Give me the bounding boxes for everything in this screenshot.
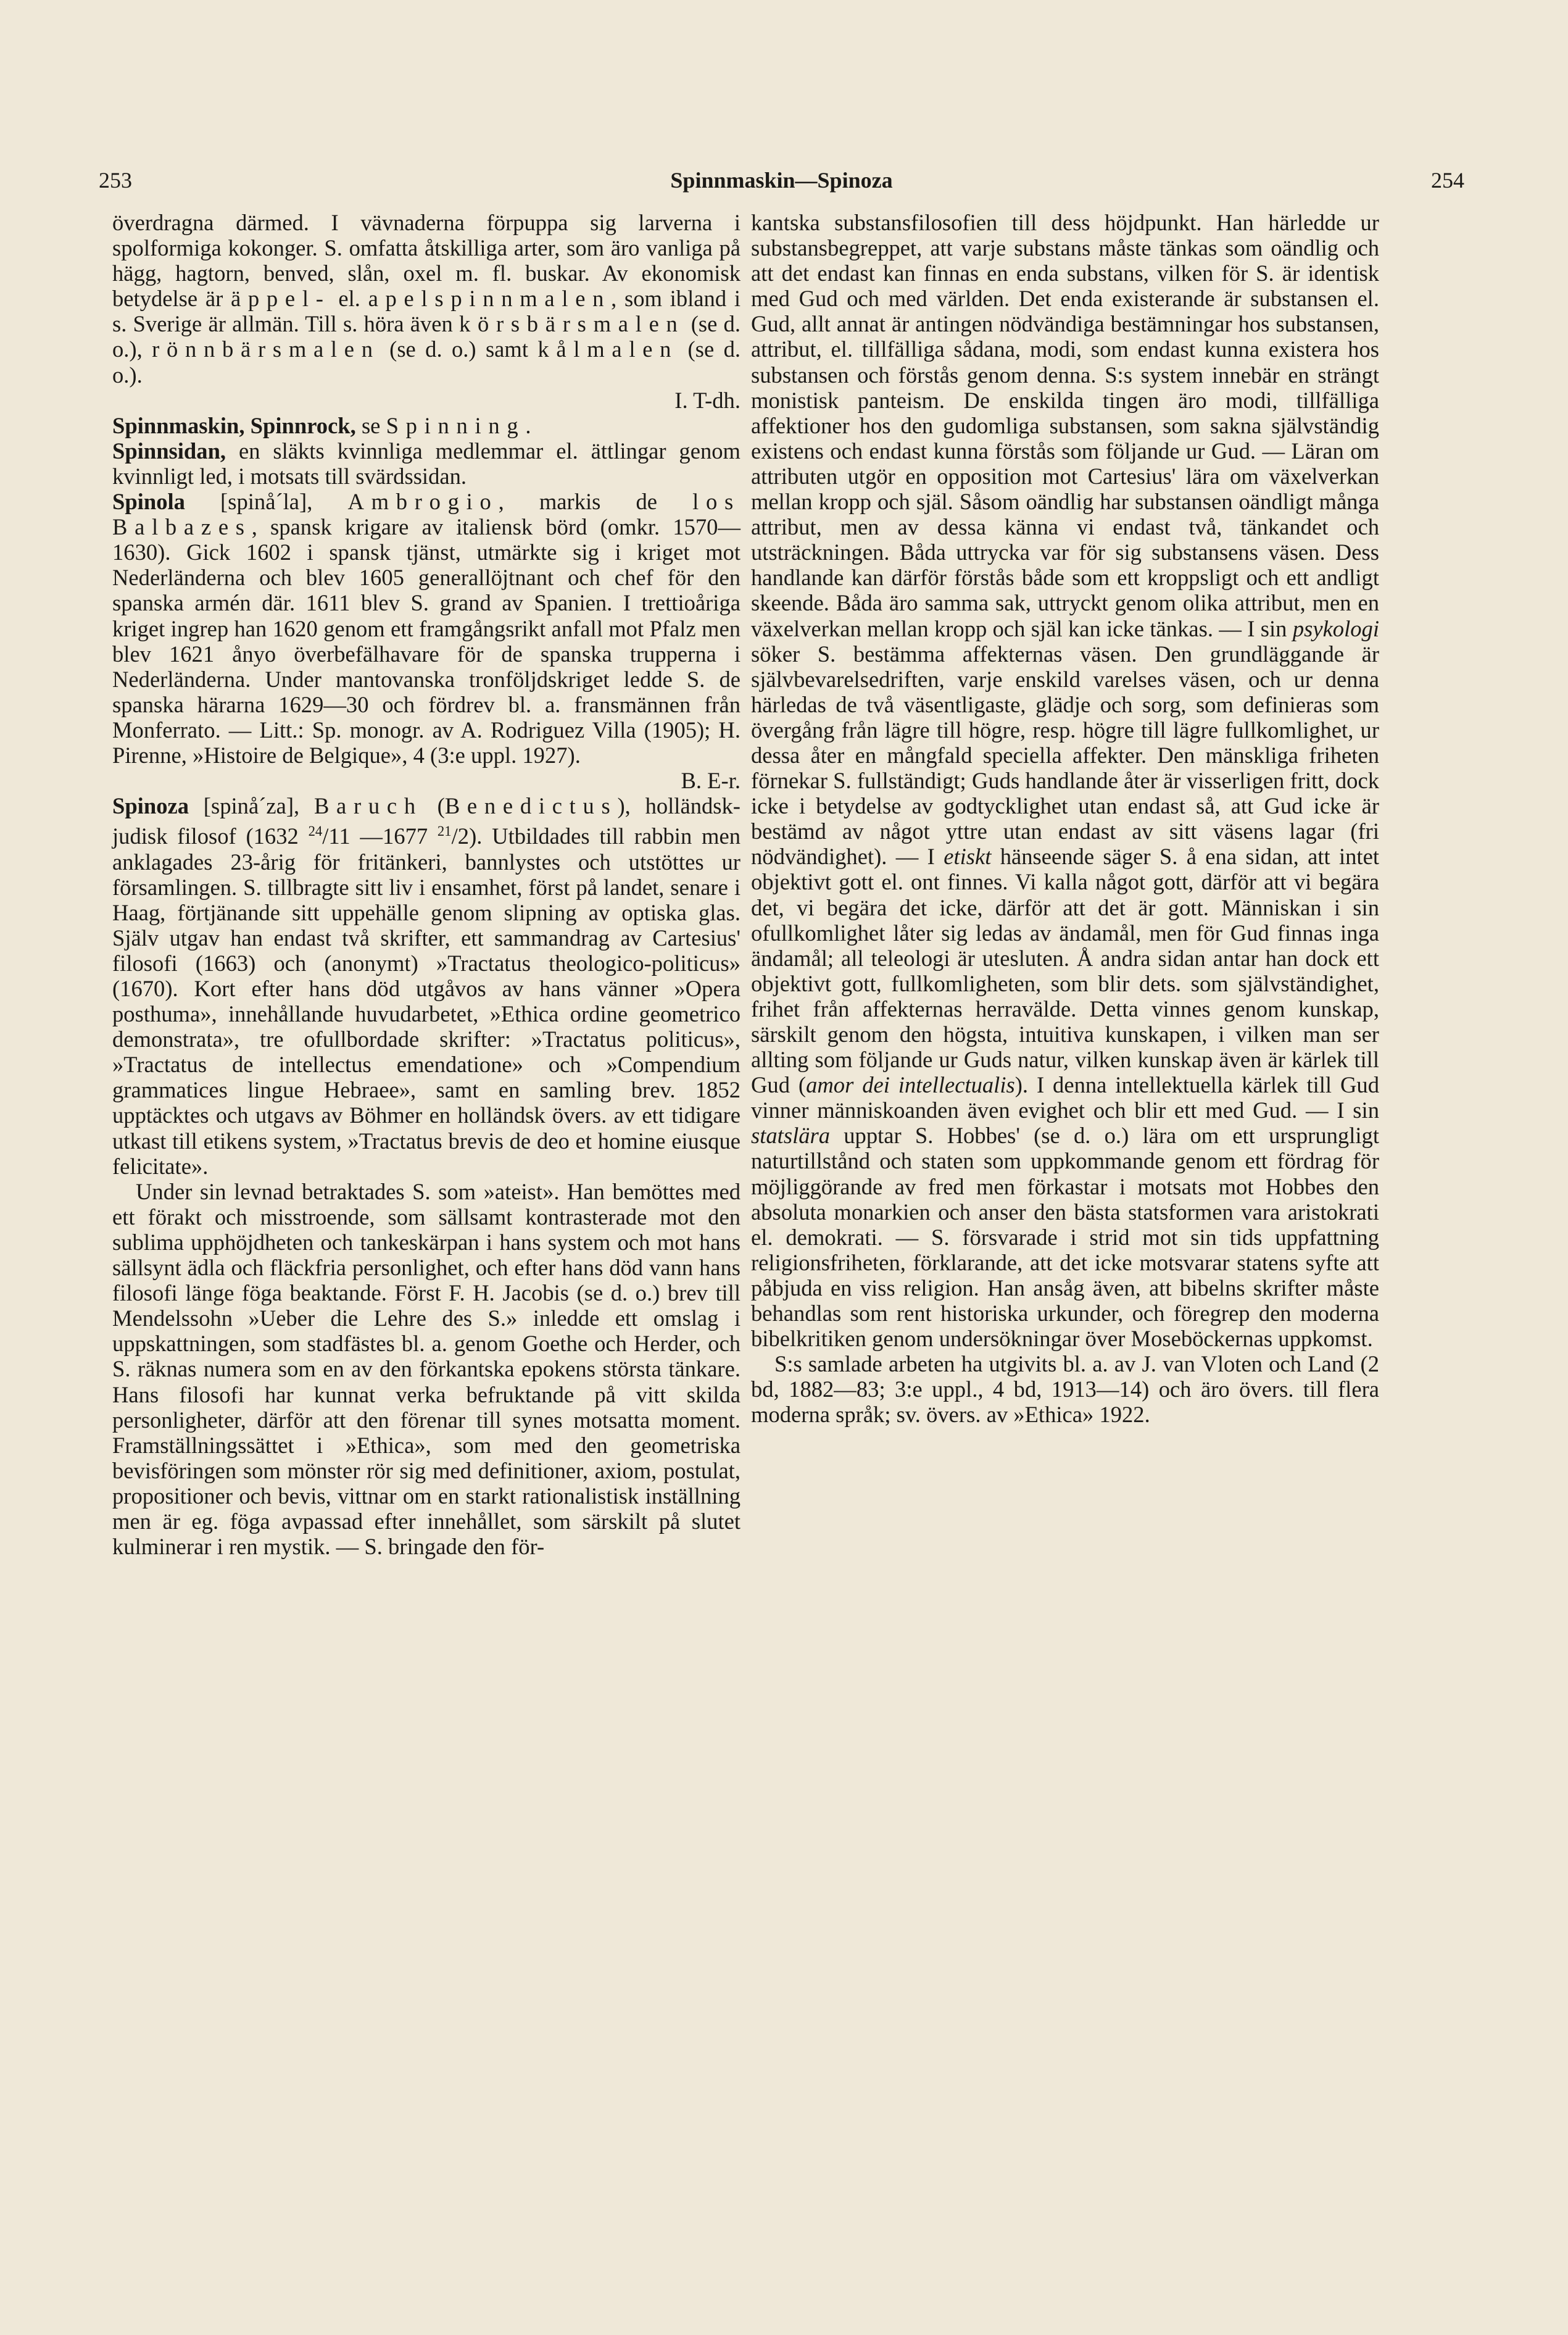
author-signature: I. T-dh. bbox=[674, 387, 740, 413]
running-header bbox=[99, 162, 1464, 199]
entry-spinnmal-continued: överdragna därmed. I vävnaderna förpuppa sig larverna i spolformiga kokonger. S. omfatta åtskilliga arter, som äro vanliga på hägg, hagtorn, benved, slån, oxel m. fl. buskar. Av ekonomisk betydelse är äppel- el. apelspinnmalen, som ibland i s. Sverige är allmän. Till s. höra även körsbärsmalen (se d. o.), rönnbärsmalen (se d. o.) samt kålmalen (se d. o.). I. T-dh. bbox=[112, 210, 740, 413]
entry-spinnsidan: Spinnsidan, en släkts kvinnliga medlemmar el. ättlingar genom kvinnligt led, i motsats till svärdssidan. bbox=[112, 438, 740, 489]
running-title: Spinnmaskin—Spinoza bbox=[670, 168, 893, 193]
left-column bbox=[112, 210, 740, 1559]
entry-headword: Spinoza bbox=[112, 793, 189, 819]
entry-headword: Spinnsidan, bbox=[112, 438, 226, 464]
author-signature: B. E-r. bbox=[681, 768, 740, 794]
entry-spinnmaskin: Spinnmaskin, Spinnrock, se Spinning. bbox=[112, 412, 531, 438]
page-number-left: 253 bbox=[99, 168, 132, 193]
entry-spinoza: Spinoza [spinå´za], Baruch (Benedictus), holländsk-judisk filosof (1632 $^{24}$/11 —1677 $^{21}$/2). Utbildades till rabbin men anklagades 23-årig för fritänkeri, bannlystes och utstöttes ur församlingen. S. tillbragte sitt liv i ensamhet, först på landet, senare i Haag, förtjänande sitt uppehälle genom slipning av optiska glas. Själv utgav han endast två skrifter, ett sammandrag av Cartesius' filosofi (1663) och (anonymt) »Tractatus theologico-politicus» (1670). Kort efter hans död utgåvos av hans vänner »Opera posthuma», innehållande huvudarbetet, »Ethica ordine geometrico demonstrata», tre ofullbordade skrifter: »Tractatus politicus», »Tractatus de intellectus emendatione» och »Compendium grammatices lingue Hebraee», samt en samling brev. 1852 upptäcktes och utgavs av Böhmer en holländsk övers. av ett tidigare utkast till etikens system, »Tractatus brevis de deo et homine eiusque felicitate». bbox=[112, 793, 740, 1179]
page-number-right: 254 bbox=[1431, 168, 1464, 193]
entry-spinola: Spinola [spinå´la], Ambrogio, markis de los Balbazes, spansk krigare av italiensk börd (omkr. 1570—1630). Gick 1602 i spansk tjänst, utmärkte sig i kriget mot Nederländerna och blev 1605 generallöjtnant och chef för den spanska armén där. 1611 blev S. grand av Spanien. I trettioåriga kriget ingrep han 1620 genom ett framgångsrikt anfall mot Pfalz men blev 1621 ånyo överbefälhavare för de spanska trupperna i Nederländerna. Under mantovanska tronföljdskriget ledde S. de spanska härarna 1629—30 och fördrev bl. a. fransmännen från Monferrato. — Litt.: Sp. monogr. av A. Rodriguez Villa (1905); H. Pirenne, »Histoire de Belgique», 4 (3:e uppl. 1927). B. E-r. bbox=[112, 489, 740, 794]
entry-headword: Spinnmaskin, Spinnrock, bbox=[112, 412, 356, 438]
entry-headword: Spinola bbox=[112, 489, 185, 515]
spinoza-philosophy-paragraph: kantska substansfilosofien till dess höjdpunkt. Han härledde ur substansbegreppet, att varje substans måste tänkas som oändlig och att det endast kan finnas en enda substans, vilken för S. är identisk med Gud och med världen. Det enda existerande är substansen el. Gud, allt annat är antingen nödvändiga bestämningar hos substansen, attribut, el. tillfälliga sådana, modi, som endast kunna existera hos substansen och förstås genom denna. S:s system innebär en strängt monistisk panteism. De enskilda tingen äro modi, tillfälliga affektioner hos den gudomliga substansen, som sakna självständig existens och endast kunna förstås som följande ur Gud. — Läran om attributen utgör en opposition mot Cartesius' lära om växelverkan mellan kropp och själ. Såsom oändlig har substansen oändligt många attribut, men av dessa känna vi endast två, tänkandet och utsträckningen. Båda uttrycka var för sig substansens väsen. Dess handlande kan därför förstås både som ett kroppsligt och ett andligt skeende. Båda äro samma sak, uttryckt genom olika attribut, men en växelverkan mellan kropp och själ kan icke tänkas. — I sin psykologi söker S. bestämma affekternas väsen. Den grundläggande är självbevarelsedriften, varje enskild varelses väsen, och ur denna härledas de två väsentligaste, glädje och sorg, som definieras som övergång från lägre till högre, resp. högre till lägre fullkomlighet, ur dessa åter en mångfald speciella affekter. Den mänskliga friheten förnekar S. fullständigt; Guds handlande åter är visserligen fritt, dock icke i betydelse av godtycklighet utan endast så, att Gud icke är bestämd av något yttre utan endast av sitt väsens lagar (fri nödvändighet). — I etiskt hänseende säger S. å ena sidan, att intet objektivt gott el. ont finnes. Vi kalla något gott, därför att vi begära det, vi begära det icke, därför att det är gott. Människan i sin ofullkomlighet låter sig ledas av ändamål, men för Gud finnas inga ändamål; all teleologi är utesluten. Å andra sidan antar han dock ett objektivt gott, fullkomligheten, som blir dets. som självständighet, frihet från affekternas herravälde. Detta vinnes genom kunskap, särskilt genom den högsta, intuitiva kunskapen, i vilken man ser allting som följande ur Guds natur, vilken kunskap även är kärlek till Gud (amor dei intellectualis). I denna intellektuella kärlek till Gud vinner människoanden även evighet och blir ett med Gud. — I sin statslära upptar S. Hobbes' (se d. o.) lära om ett ursprungligt naturtillstånd och staten som uppkommande genom ett fördrag för möjliggörande av fred men förkastar i motsats mot Hobbes den absoluta monarkien och anser den bästa statsformen vara aristokrati el. demokrati. — S. försvarade i strid mot sin tids uppfattning religionsfriheten, förklarande, att det icke motsvarar statens syfte att påbjuda en viss religion. Han ansåg även, att bibelns skrifter måste behandlas som rent historiska urkunder, och föregrep den moderna bibelkritiken genom undersökningar över Moseböckernas uppkomst. bbox=[751, 210, 1379, 1352]
spinoza-reception-paragraph: Under sin levnad betraktades S. som »ateist». Han bemöttes med ett förakt och misstroende, som sällsamt kontrasterade mot den sublima upphöjdheten och tankeskärpan i hans system och mot hans sällsynt ädla och fläckfria personlighet, och efter hans död vann hans filosofi länge föga beaktande. Först F. H. Jacobis (se d. o.) brev till Mendelssohn »Ueber die Lehre des S.» inledde ett omslag i uppskattningen, som stadfästes bl. a. genom Goethe och Herder, och S. räknas numera som en av den förkantska epokens största tänkare. Hans filosofi har kunnat verka befruktande på vitt skilda personligheter, därför att den förenar till synes motsatta moment. Framställningssättet i »Ethica», som med den geometriska bevisföringen som mönster rör sig med definitioner, axiom, postulat, propositioner och bevis, vittnar om en starkt rationalistisk inställning men är eg. föga avpassad efter innehållet, som särskilt på slutet kulminerar i ren mystik. — S. bringade den för- bbox=[112, 1178, 740, 1560]
spinoza-bibliography-paragraph: S:s samlade arbeten ha utgivits bl. a. av J. van Vloten och Land (2 bd, 1882—83; 3:e uppl., 4 bd, 1913—14) och äro övers. till flera moderna språk; sv. övers. av »Ethica» 1922. bbox=[751, 1351, 1379, 1428]
right-column bbox=[751, 210, 1379, 1428]
